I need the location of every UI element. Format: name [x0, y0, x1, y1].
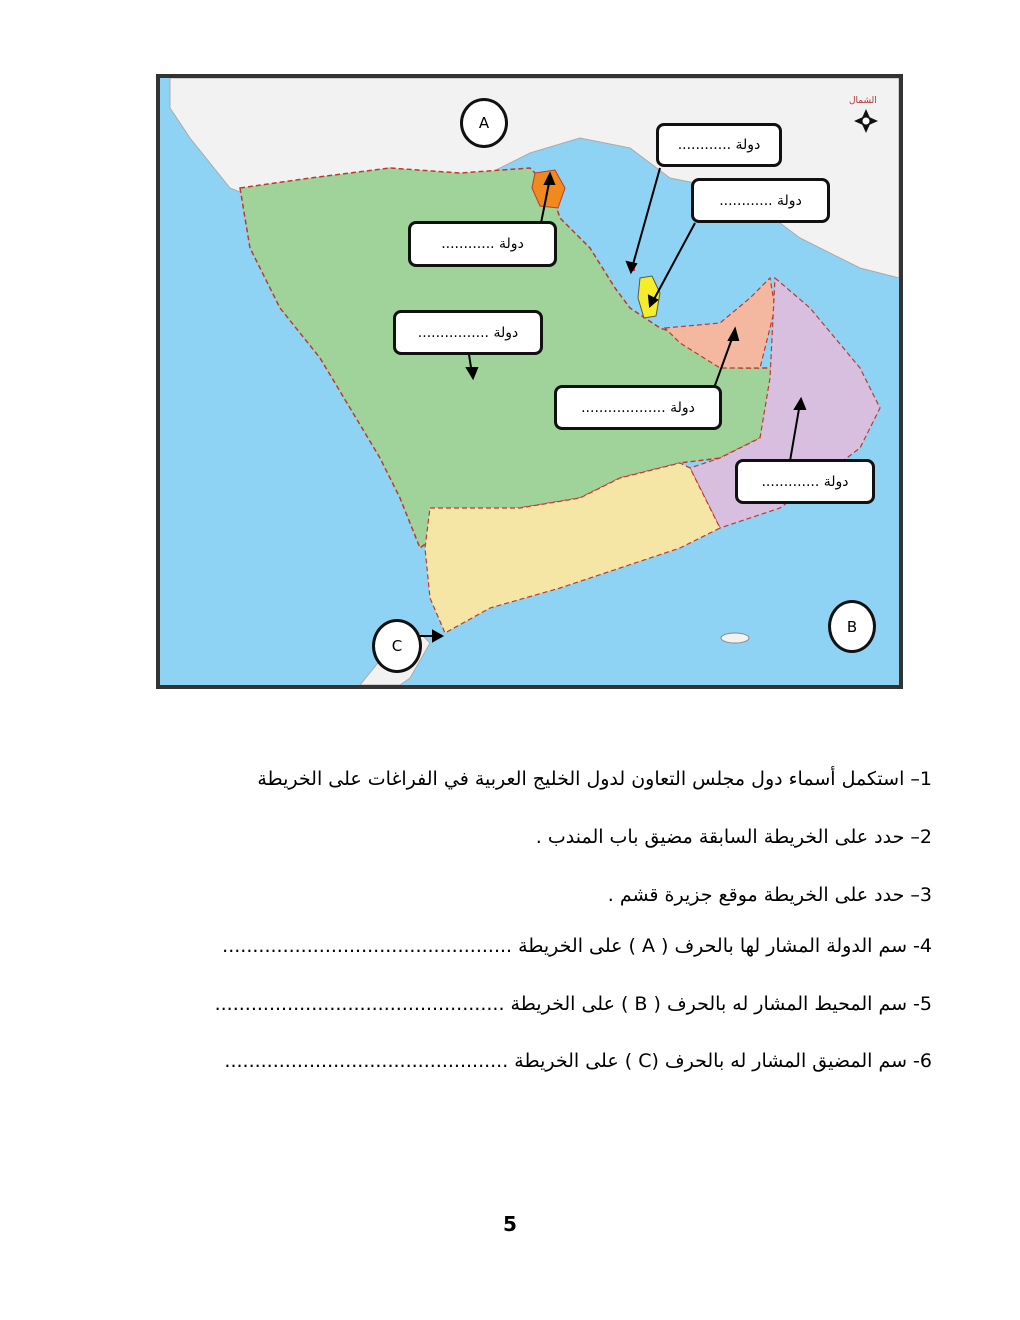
question-2: 2– حدد على الخريطة السابقة مضيق باب المندب .: [535, 826, 932, 848]
question-3: 3– حدد على الخريطة موقع جزيرة قشم .: [607, 884, 932, 906]
arabian-peninsula-map: [160, 78, 899, 685]
question-1: 1– استكمل أسماء دول مجلس التعاون لدول الخليج العربية في الفراغات على الخريطة: [257, 768, 932, 790]
callout-qatar[interactable]: دولة ............: [691, 178, 830, 223]
letter-b-circle: B: [828, 600, 876, 653]
question-6: 6- سم المضيق المشار له بالحرف (C ) على الخريطة ...............................................: [224, 1050, 932, 1072]
page-number: 5: [503, 1212, 517, 1236]
north-label: الشمال: [849, 96, 877, 106]
arrow-c-head: [433, 631, 442, 641]
callout-saudi-arabia[interactable]: دولة ................: [393, 310, 543, 355]
socotra-island: [721, 633, 749, 643]
map-frame: [156, 74, 903, 689]
letter-c-circle: C: [372, 619, 422, 673]
callout-kuwait[interactable]: دولة ............: [408, 221, 557, 267]
arrow-qatar: [652, 223, 695, 303]
question-4: 4- سم الدولة المشار لها بالحرف ( A ) على الخريطة ................................................: [222, 935, 932, 957]
letter-a-circle: A: [460, 98, 508, 148]
callout-oman[interactable]: دولة .............: [735, 459, 875, 504]
callout-bahrain[interactable]: دولة ............: [656, 123, 782, 167]
callout-uae[interactable]: دولة ...................: [554, 385, 722, 430]
question-5: 5- سم المحيط المشار له بالحرف ( B ) على الخريطة ................................................: [214, 993, 932, 1015]
arrow-bahrain: [632, 168, 660, 268]
